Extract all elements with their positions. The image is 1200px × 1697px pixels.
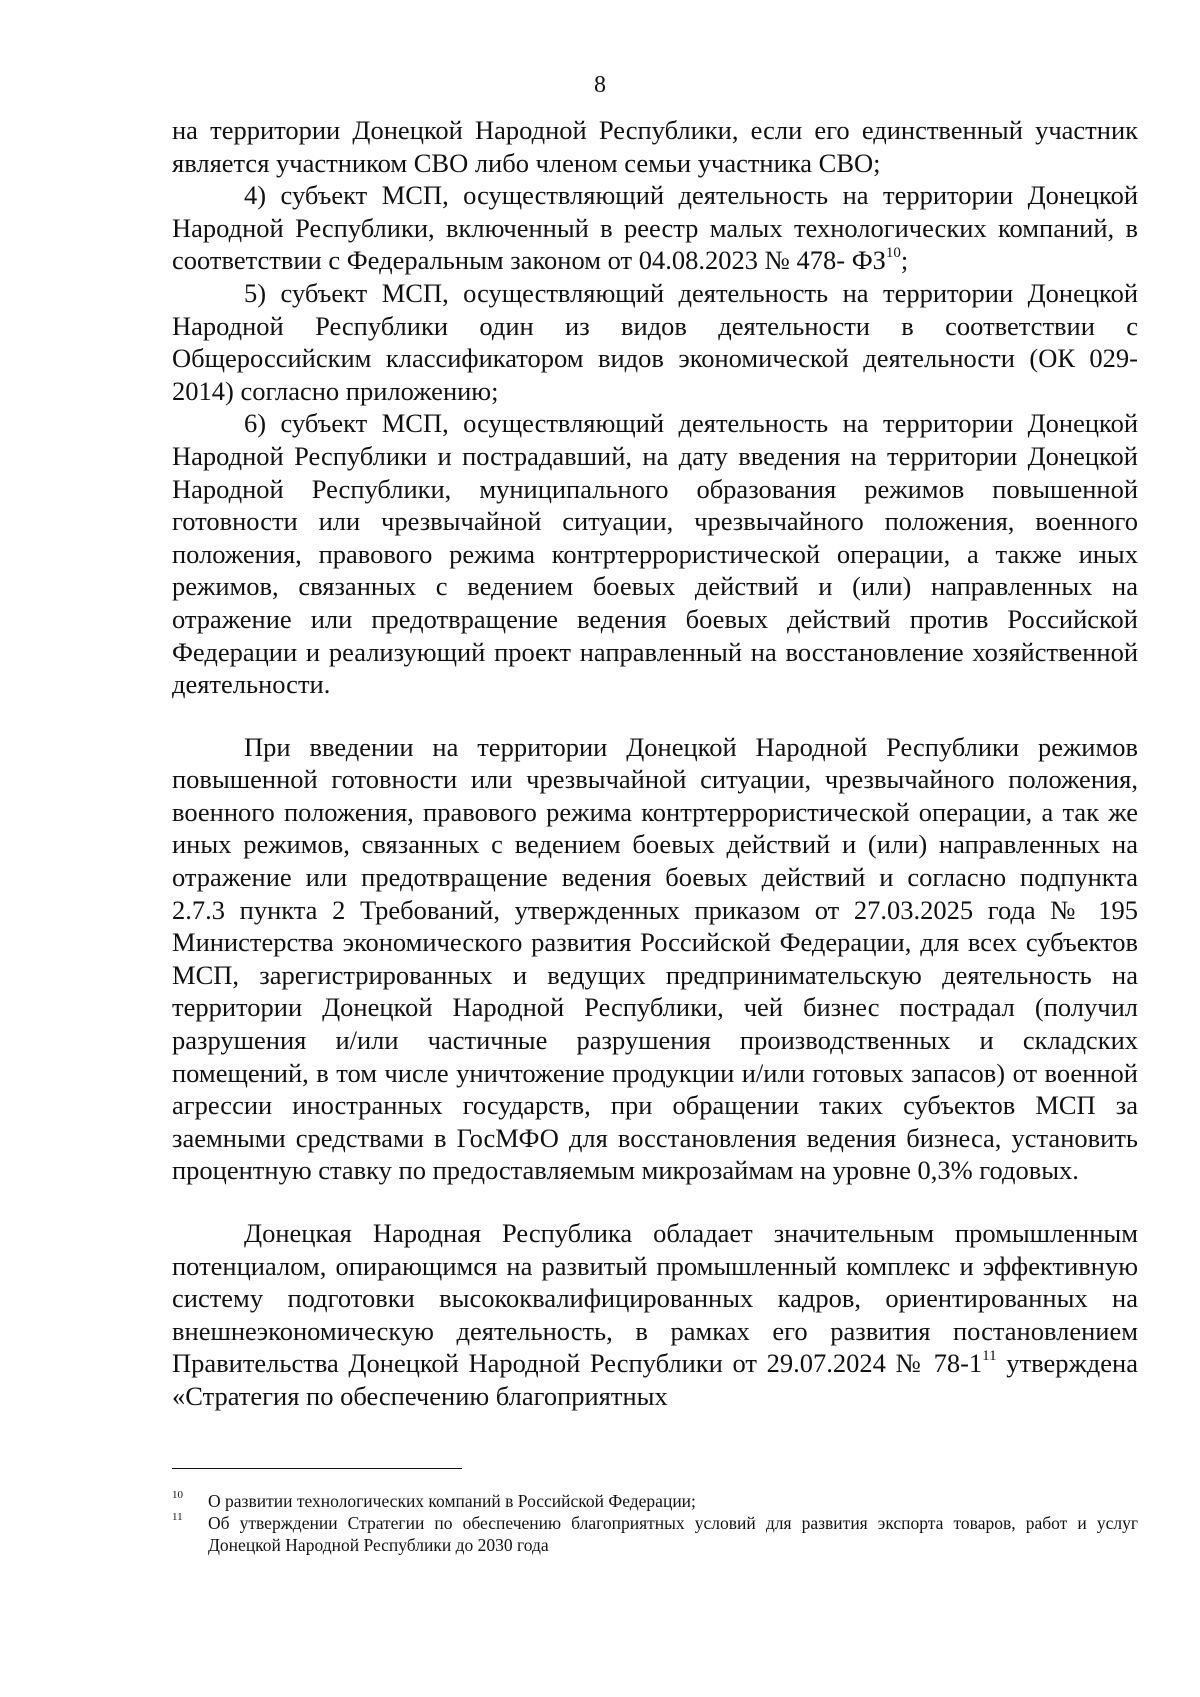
page-number: 8	[594, 72, 606, 98]
footnote-reference[interactable]: 11	[982, 1348, 997, 1365]
paragraph-text: Донецкая Народная Республика обладает значительным промышленным потенциалом, опирающимся на развитый промышленный комплекс и эффективную систему подготовки высококвалифицированных кадров, ориентированных на внешнеэкономическую деятельность, в рамках его развития постановлением Правительства Донецкой Народной Республики от 29.07.2024 № 78-1	[172, 1218, 1138, 1379]
paragraph-spacer	[172, 1187, 1138, 1217]
footnote-reference[interactable]: 10	[885, 245, 901, 262]
footnote-text: Об утверждении Стратегии по обеспечению благоприятных условий для развития экспорта товаров, работ и услуг Донецкой Народной Республики до 2030 года	[208, 1513, 1138, 1555]
footnote-separator	[172, 1468, 462, 1469]
paragraph-text: 4) субъект МСП, осуществляющий деятельность на территории Донецкой Народной Республики, включенный в реестр малых технологических компаний, в соответствии с Федеральным законом от 04.08.2023 № 478- ФЗ	[172, 180, 1138, 276]
paragraph-text: При введении на территории Донецкой Народной Республики режимов повышенной готовности или чрезвычайной ситуации, чрезвычайного положения, военного положения, правового режима контртеррористической операции, а так же иных режимов, связанных с ведением боевых действий и (или) направленных на отражение или предотвращение ведения боевых действий и согласно подпункта 2.7.3 пункта 2 Требований, утвержденных приказом от 27.03.2025 года № 195 Министерства экономического развития Российской Федерации, для всех субъектов МСП, зарегистрированных и ведущих предпринимательскую деятельность на территории Донецкой Народной Республики, чей бизнес пострадал (получил разрушения и/или частичные разрушения производственных и складских помещений, в том числе уничтожение продукции и/или готовых запасов) от военной агрессии иностранных государств, при обращении таких субъектов МСП за заемными средствами в ГосМФО для восстановления ведения бизнеса, установить процентную ставку по предоставляемым микрозаймам на уровне 0,3% годовых.	[172, 731, 1138, 1186]
paragraph-industrial-potential	[172, 1217, 1138, 1413]
paragraph-item-5	[172, 277, 1138, 407]
paragraph-item-6	[172, 407, 1138, 700]
paragraph-text: на территории Донецкой Народной Республики, если его единственный участник является участником СВО либо членом семьи участника СВО;	[172, 115, 1138, 178]
paragraph-text-tail: ;	[900, 245, 909, 276]
paragraph-continuation	[172, 114, 1138, 179]
paragraph-text: 6) субъект МСП, осуществляющий деятельность на территории Донецкой Народной Республики и пострадавший, на дату введения на территории Донецкой Народной Республики, муниципального образования режимов повышенной готовности или чрезвычайной ситуации, чрезвычайного положения, военного положения, правового режима контртеррористической операции, а также иных режимов, связанных с ведением боевых действий и (или) направленных на отражение или предотвращение ведения боевых действий против Российской Федерации и реализующий проект направленный на восстановление хозяйственной деятельности.	[172, 408, 1138, 700]
footnote-mark: 11	[172, 1511, 183, 1523]
footnote-11	[172, 1512, 1138, 1556]
paragraph-interest-rate	[172, 731, 1138, 1187]
paragraph-item-4	[172, 179, 1138, 277]
footnote-mark: 10	[172, 1489, 183, 1501]
paragraph-spacer	[172, 701, 1138, 731]
footnotes	[172, 1490, 1138, 1556]
document-body	[172, 114, 1138, 1413]
footnote-text: О развитии технологических компаний в Российской Федерации;	[208, 1491, 696, 1511]
paragraph-text-tail: утверждена «Стратегия по обеспечению благоприятных	[172, 1348, 1138, 1411]
footnote-10	[172, 1490, 1138, 1512]
paragraph-text: 5) субъект МСП, осуществляющий деятельность на территории Донецкой Народной Республики один из видов деятельности в соответствии с Общероссийским классификатором видов экономической деятельности (ОК 029-2014) согласно приложению;	[172, 277, 1138, 406]
